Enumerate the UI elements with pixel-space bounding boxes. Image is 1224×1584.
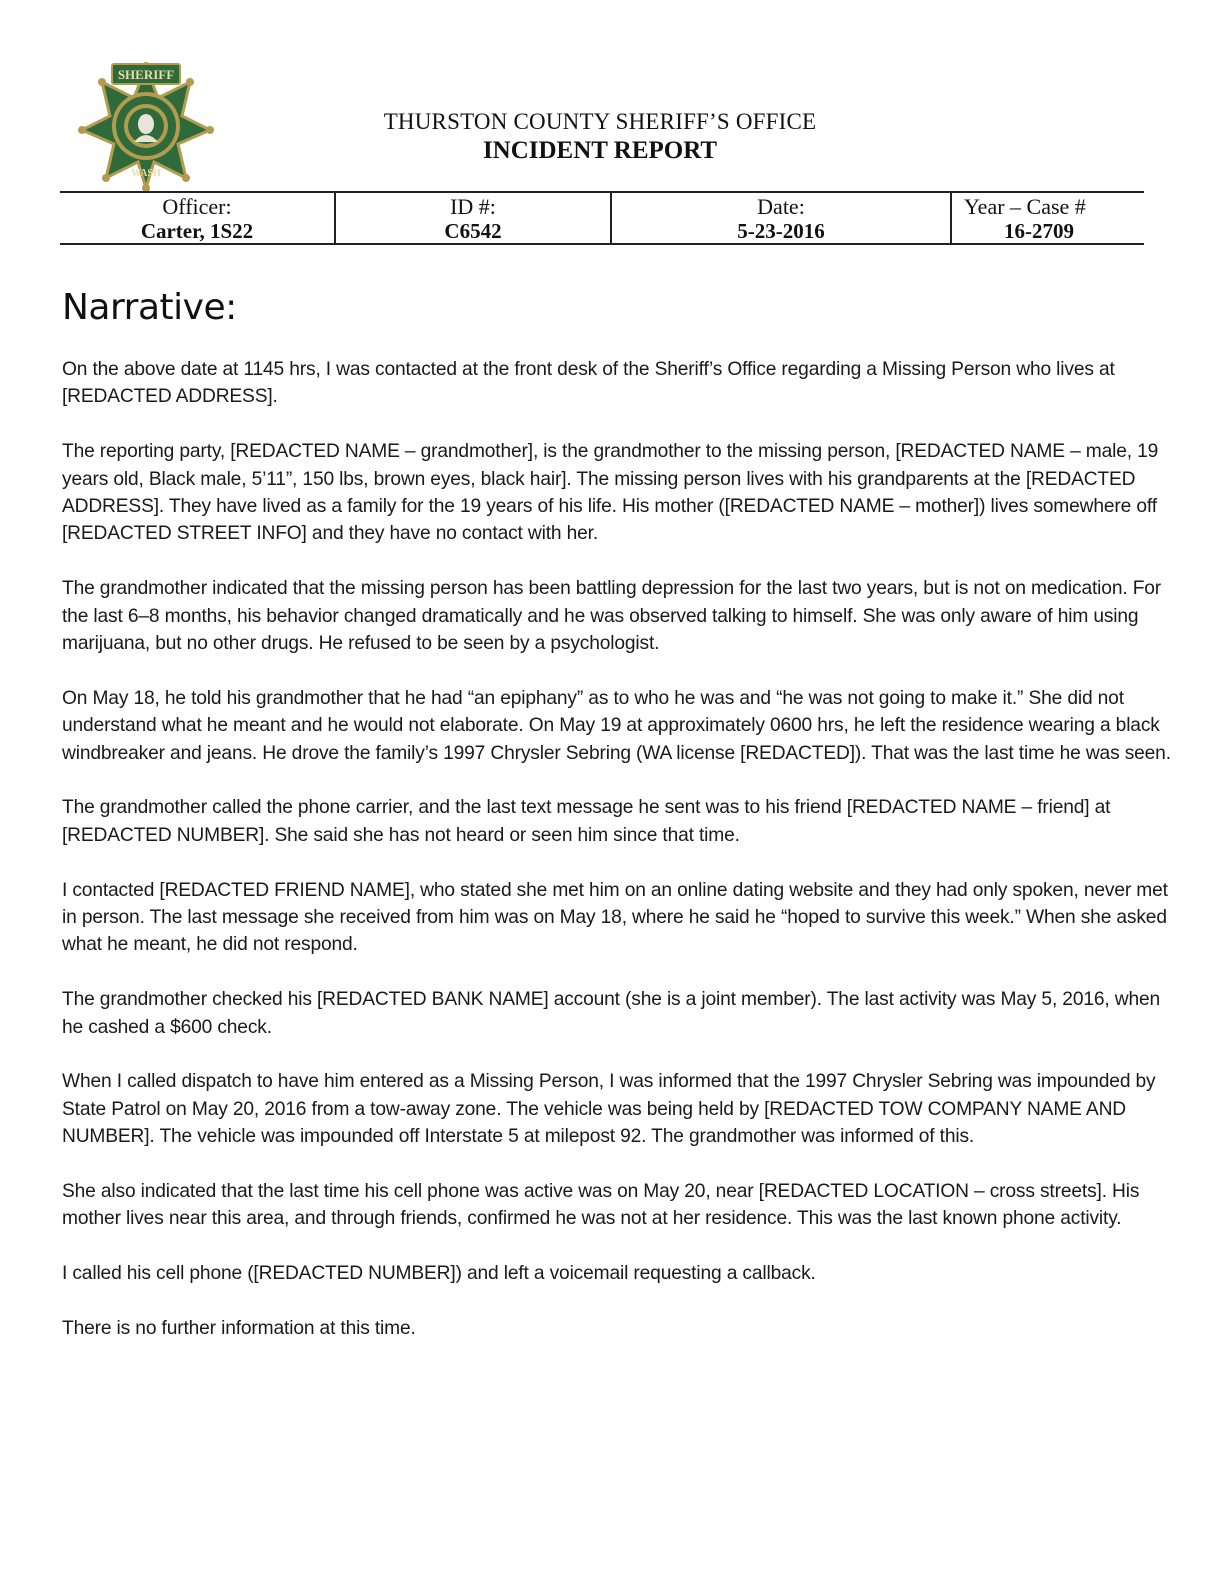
report-header [300, 108, 900, 166]
narrative-paragraph: I called his cell phone ([REDACTED NUMBER]) and left a voicemail requesting a callback. [62, 1263, 816, 1285]
date-value: 5-23-2016 [737, 218, 825, 243]
badge-top-text: SHERIFF [117, 67, 175, 82]
officer-cell [60, 192, 335, 244]
report-title: INCIDENT REPORT [482, 137, 718, 164]
officer-value: Carter, 1S22 [140, 218, 254, 243]
id-value: C6542 [444, 218, 502, 243]
narrative-body [62, 356, 1172, 1370]
case-number-label: Year – Case # [964, 193, 1086, 219]
narrative-paragraph: On the above date at 1145 hrs, I was contacted at the front desk of the Sheriff’s Office regarding a Missing Person who lives at [REDACTED ADDRESS]. [62, 359, 1115, 408]
date-cell [611, 192, 951, 244]
narrative-paragraph: She also indicated that the last time his cell phone was active was on May 20, near [REDACTED LOCATION – cross streets]. His mother lives near this area, and through friends, confirmed he was not at her residence. This was the last known phone activity. [62, 1181, 1140, 1230]
case-info-row [60, 192, 1144, 244]
narrative-paragraph: On May 18, he told his grandmother that he had “an epiphany” as to who he was and “he was not going to make it.” She did not understand what he meant and he would not elaborate. On May 19 at approximately 0600 hrs, he left the residence wearing a black windbreaker and jeans. He drove the family’s 1997 Chrysler Sebring (WA license [REDACTED]). That was the last time he was seen. [62, 687, 1171, 764]
narrative-paragraph: When I called dispatch to have him entered as a Missing Person, I was informed that the 1997 Chrysler Sebring was impounded by State Patrol on May 20, 2016 from a tow-away zone. The vehicle was being held by [REDACTED TOW COMPANY NAME AND NUMBER]. The vehicle was impounded off Interstate 5 at milepost 92. The grandmother was informed of this. [62, 1071, 1156, 1148]
narrative-paragraph: The reporting party, [REDACTED NAME – grandmother], is the grandmother to the missing person, [REDACTED NAME – male, 19 years old, Black male, 5’11”, 150 lbs, brown eyes, black hair]. The missing person lives with his grandparents at the [REDACTED ADDRESS]. They have lived as a family for the 19 years of his life. His mother ([REDACTED NAME – mother]) lives somewhere off [REDACTED STREET INFO] and they have no contact with her. [62, 441, 1159, 545]
case-number-cell [951, 192, 1144, 244]
narrative-paragraph: The grandmother checked his [REDACTED BANK NAME] account (she is a joint member). The last activity was May 5, 2016, when he cashed a $600 check. [62, 989, 1161, 1038]
officer-label: Officer: [162, 193, 232, 219]
agency-name: THURSTON COUNTY SHERIFF’S OFFICE [383, 109, 817, 134]
badge-bottom-text: WASH [131, 168, 161, 179]
narrative-heading: Narrative: [62, 287, 237, 328]
case-number-value: 16-2709 [1004, 218, 1074, 243]
narrative-paragraph: There is no further information at this time. [62, 1318, 416, 1340]
narrative-paragraph: The grandmother indicated that the missing person has been battling depression for the last two years, but is not on medication. For the last 6–8 months, his behavior changed dramatically and he was observed talking to himself. She was only aware of him using marijuana, but no other drugs. He refused to be seen by a psychologist. [62, 578, 1162, 655]
narrative-paragraph: The grandmother called the phone carrier, and the last text message he sent was to his friend [REDACTED NAME – friend] at [REDACTED NUMBER]. She said she has not heard or seen him since that time. [62, 797, 1111, 846]
narrative-paragraph: I contacted [REDACTED FRIEND NAME], who stated she met him on an online dating website and they had only spoken, never met in person. The last message she received from him was on May 18, where he said he “hoped to survive this week.” When she asked what he meant, he did not respond. [62, 879, 1168, 956]
id-label: ID #: [450, 193, 496, 219]
date-label: Date: [757, 193, 805, 219]
sheriff-star-badge-icon [78, 58, 214, 192]
id-cell [335, 192, 611, 244]
case-info-table [60, 191, 1144, 245]
sheriff-badge-logo [78, 58, 214, 192]
